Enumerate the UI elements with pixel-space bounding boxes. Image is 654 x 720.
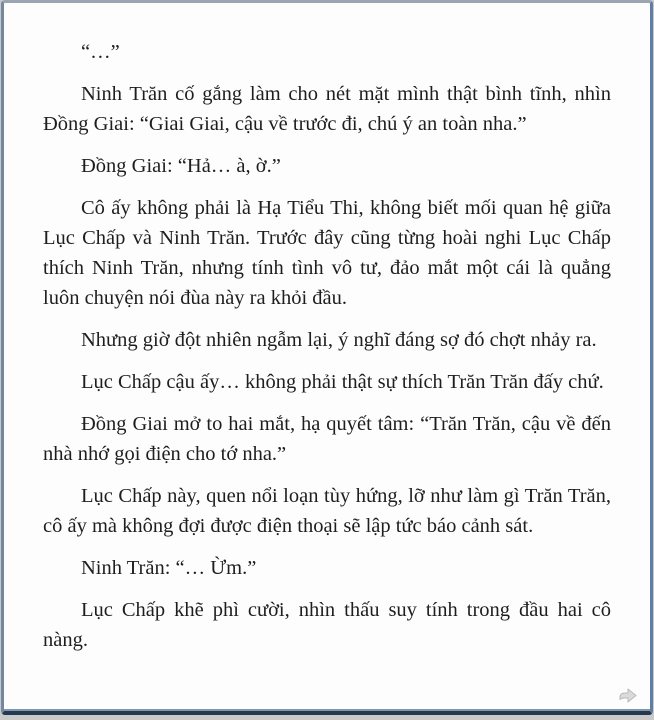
paragraph: Cô ấy không phải là Hạ Tiểu Thi, không biết mối quan hệ giữa Lục Chấp và Ninh Trăn. Trước đây cũng từng hoài nghi Lục Chấp thích Ninh Trăn, nhưng tính tình vô tư, đảo mắt một cái là quẳng luôn chuyện nói đùa này ra khỏi đầu. [43, 197, 611, 309]
paragraph: “…” [81, 41, 120, 63]
page-text [43, 37, 611, 671]
paragraph: Lục Chấp khẽ phì cười, nhìn thấu suy tính trong đầu hai cô nàng. [43, 599, 611, 651]
paragraph: Đồng Giai: “Hả… à, ờ.” [81, 155, 281, 177]
paragraph: Ninh Trăn cố gắng làm cho nét mặt mình thật bình tĩnh, nhìn Đồng Giai: “Giai Giai, cậu về trước đi, chú ý an toàn nha.” [43, 83, 611, 135]
paragraph: Đồng Giai mở to hai mắt, hạ quyết tâm: “Trăn Trăn, cậu về đến nhà nhớ gọi điện cho tớ nha.” [43, 413, 611, 465]
paragraph: Ninh Trăn: “… Ừm.” [81, 557, 257, 579]
paragraph: Lục Chấp này, quen nổi loạn tùy hứng, lỡ như làm gì Trăn Trăn, cô ấy mà không đợi được điện thoại sẽ lập tức báo cảnh sát. [43, 485, 611, 537]
paragraph: Nhưng giờ đột nhiên ngẫm lại, ý nghĩ đáng sợ đó chợt nhảy ra. [81, 329, 597, 351]
paragraph: Lục Chấp cậu ấy… không phải thật sự thích Trăn Trăn đấy chứ. [81, 371, 604, 393]
next-page-arrow-icon[interactable] [617, 685, 639, 705]
reader-page [1, 0, 653, 715]
